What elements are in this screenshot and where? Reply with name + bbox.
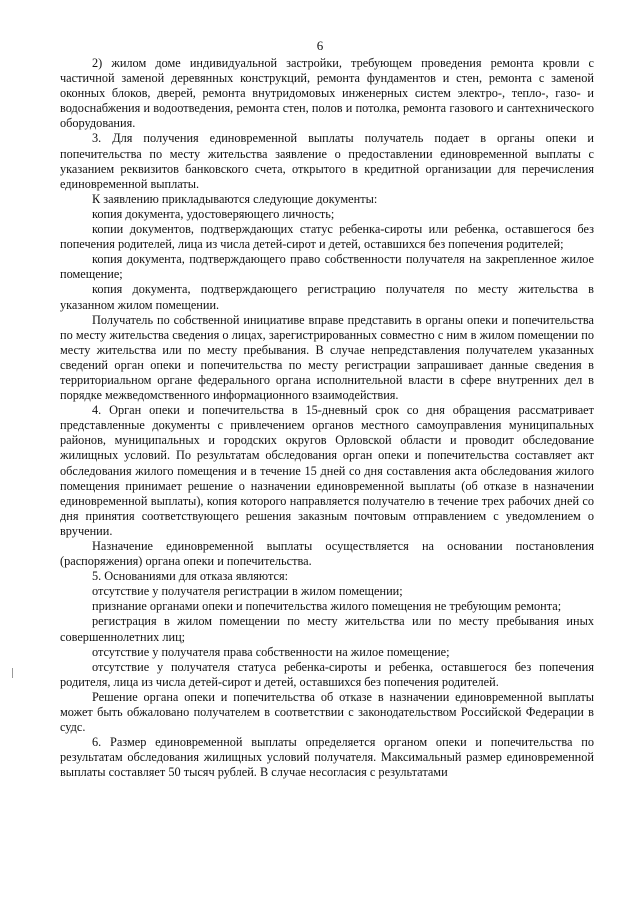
list-item-registration-copy: копия документа, подтверждающего регистрацию получателя по месту жительства в указанном жилом помещении. [60,282,594,312]
margin-mark [12,668,13,678]
list-item-other-adults: регистрация в жилом помещении по месту жительства или по месту пребывания иных совершеннолетних лиц; [60,614,594,644]
list-item-no-status: отсутствие у получателя статуса ребенка-сироты и ребенка, оставшегося без попечения родителя, лица из числа детей-сирот и детей, оставшихся без попечения родителей. [60,659,594,689]
paragraph-appeal: Решение органа опеки и попечительства об отказе в назначении единовременной выплаты может быть обжаловано получателем в соответствии с законодательством Российской Федерации в судс. [60,689,594,735]
document-body [60,56,594,781]
paragraph-assignment: Назначение единовременной выплаты осуществляется на основании постановления (распоряжения) органа опеки и попечительства. [60,539,594,569]
paragraph-section-4: 4. Орган опеки и попечительства в 15-дневный срок со дня обращения рассматривает представленные документы с привлечением органов местного самоуправления муниципальных районов, муниципальных и городских округов Орловской области и проводит обследование жилищных условий. По результатам обследования орган опеки и попечительства составляет акт обследования жилого помещения и в течение 15 дней со дня составления акта обследования жилого помещения принимает решение о назначении единовременной выплаты (об отказе в назначении единовременной выплаты), копия которого направляется получателю в течение трех рабочих дней со дня принятия соответствующего решения заказным почтовым отправлением с уведомлением о вручении. [60,403,594,538]
paragraph-documents-intro: К заявлению прикладываются следующие документы: [92,191,378,206]
list-item-status-copies: копии документов, подтверждающих статус ребенка-сироты или ребенка, оставшегося без попечения родителей, лица из числа детей-сирот и детей, оставшихся без попечения родителей; [60,222,594,252]
paragraph-section-3: 3. Для получения единовременной выплаты получатель подает в органы опеки и попечительства по месту жительства заявление о предоставлении единовременной выплаты с указанием реквизитов банковского счета, открытого в кредитной организации для перечисления единовременной выплаты. [60,131,594,191]
list-item-no-repair-needed: признание органами опеки и попечительства жилого помещения не требующим ремонта; [92,599,562,614]
list-item-ownership-copy: копия документа, подтверждающего право собственности получателя на закрепленное жилое помещение; [60,252,594,282]
paragraph-section-6: 6. Размер единовременной выплаты определяется органом опеки и попечительства по результатам обследования жилищных условий получателя. Максимальный размер единовременной выплаты составляет 50 тысяч рублей. В случае несогласия с результатами [60,735,594,780]
paragraph-item-2-housing: 2) жилом доме индивидуальной застройки, требующем проведения ремонта кровли с частичной заменой деревянных конструкций, ремонта фундаментов и стен, ремонта с заменой оконных блоков, дверей, ремонта внутридомовых инженерных систем электро-, тепло-, газо- и водоснабжения и водоотведения, ремонта стен, полов и потолка, ремонта газового и сантехнического оборудования. [60,56,594,131]
paragraph-section-5: 5. Основаниями для отказа являются: [92,569,289,584]
list-item-no-ownership: отсутствие у получателя права собственности на жилое помещение; [92,644,450,659]
list-item-no-registration: отсутствие у получателя регистрации в жилом помещении; [92,584,403,599]
paragraph-own-initiative: Получатель по собственной инициативе вправе представить в органы опеки и попечительства по месту жительства сведения о лицах, зарегистрированных совместно с ним в жилом помещении по месту жительства или по месту пребывания. В случае непредставления получателем указанных сведений орган опеки и попечительства по месту регистрации запрашивает данные сведения в территориальном органе федерального органа исполнительной власти в сфере внутренних дел в порядке межведомственного информационного взаимодействия. [60,312,594,403]
page-number: 6 [316,38,324,53]
list-item-identity-copy: копия документа, удостоверяющего личность; [92,206,335,221]
